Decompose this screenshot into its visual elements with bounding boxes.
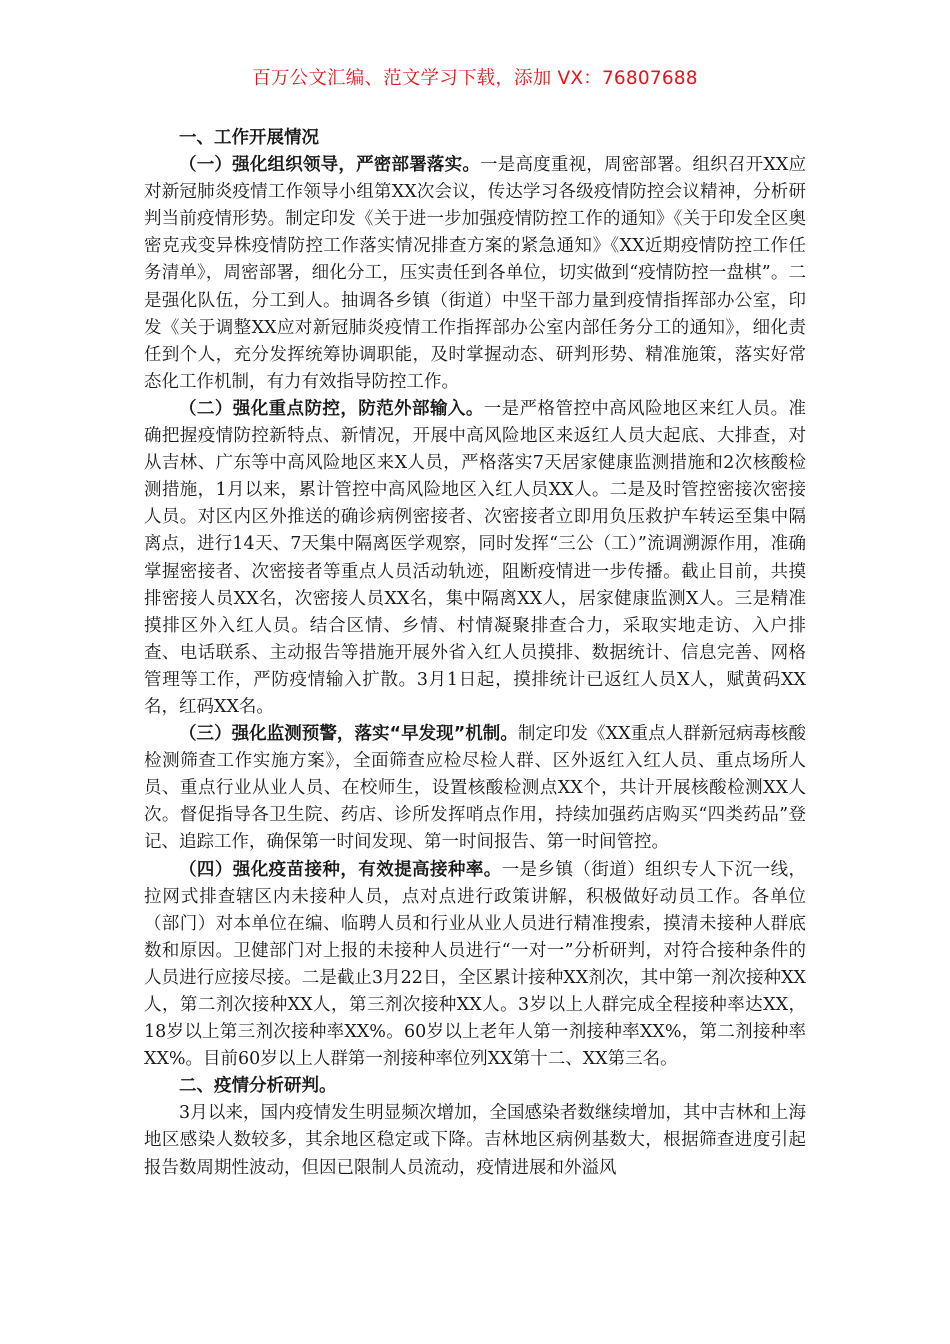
paragraph-key-prevention bbox=[144, 396, 806, 721]
paragraph-lead: （三）强化监测预警，落实“早发现”机制。 bbox=[179, 724, 518, 745]
paragraph-epidemic-analysis: 3月以来，国内疫情发生明显频次增加，全国感染者数继续增加，其中吉林和上海地区感染人数较多，其余地区稳定或下降。吉林地区病例基数大，根据筛查进度引起报告数周期性波动，但因已限制人员流动，疫情进展和外溢风 bbox=[144, 1103, 806, 1178]
section-heading-epidemic-analysis: 二、疫情分析研判。 bbox=[179, 1076, 337, 1097]
paragraph-body: 一是严格管控中高风险地区来红人员。准确把握疫情防控新特点、新情况，开展中高风险地区来返红人员大起底、大排查，对从吉林、广东等中高风险地区来X人员，严格落实7天居家健康监测措施和2次核酸检测措施，1月以来，累计管控中高风险地区入红人员XX人。二是及时管控密接次密接人员。对区内区外推送的确诊病例密接者、次密接者立即用负压救护车转运至集中隔离点，进行14天、7天集中隔离医学观察，同时发挥“三公（工）”流调溯源作用，准确掌握密接者、次密接者等重点人员活动轨迹，阻断疫情进一步传播。截止目前，共摸排密接人员XX名，次密接人员XX名，集中隔离XX人，居家健康监测X人。三是精准摸排区外入红人员。结合区情、乡情、村情凝聚排查合力，采取实地走访、入户排查、电话联系、主动报告等措施开展外省入红人员摸排、数据统计、信息完善、网格管理等工作，严防疫情输入扩散。3月1日起，摸排统计已返红人员X人，赋黄码XX名，红码XX名。 bbox=[144, 398, 806, 717]
paragraph-body: 一是高度重视，周密部署。组织召开XX应对新冠肺炎疫情工作领导小组第XX次会议，传达学习各级疫情防控会议精神，分析研判当前疫情形势。制定印发《关于进一步加强疫情防控工作的通知》《关于印发全区奥密克戎变异株疫情防控工作落实情况排查方案的紧急通知》《XX近期疫情防控工作任务清单》，周密部署，细化分工，压实责任到各单位，切实做到“疫情防控一盘棋”。二是强化队伍，分工到人。抽调各乡镇（街道）中坚干部力量到疫情指挥部办公室，印发《关于调整XX应对新冠肺炎疫情工作指挥部办公室内部任务分工的通知》，细化责任到个人，充分发挥统筹协调职能，及时掌握动态、研判形势、精准施策，落实好常态化工作机制，有力有效指导防控工作。 bbox=[144, 155, 807, 392]
paragraph-body: 制定印发《XX重点人群新冠病毒核酸检测筛查工作实施方案》，全面筛查应检尽检人群、区外返红入红人员、重点场所人员、重点行业从业人员、在校师生，设置核酸检测点XX个，共计开展核酸检测XX人次。督促指导各卫生院、药店、诊所发挥哨点作用，持续加强药店购买“四类药品”登记、追踪工作，确保第一时间发现、第一时间报告、第一时间管控。 bbox=[144, 724, 806, 853]
promo-banner: 百万公文汇编、范文学习下载，添加 VX：76807688 bbox=[252, 68, 698, 89]
section-heading-work-progress: 一、工作开展情况 bbox=[179, 128, 319, 148]
paragraph-lead: （一）强化组织领导，严密部署落实。 bbox=[179, 155, 481, 176]
paragraph-organization-leadership bbox=[144, 152, 806, 396]
document-body bbox=[144, 125, 806, 1182]
paragraph-monitoring-warning bbox=[144, 721, 806, 856]
paragraph-body: 一是乡镇（街道）组织专人下沉一线，拉网式排查辖区内未接种人员，点对点进行政策讲解，积极做好动员工作。各单位（部门）对本单位在编、临聘人员和行业从业人员进行精准搜索，摸清未接种人群底数和原因。卫健部门对上报的未接种人员进行“一对一”分析研判，对符合接种条件的人员进行应接尽接。二是截止3月22日，全区累计接种XX剂次，其中第一剂次接种XX人，第二剂次接种XX人，第三剂次接种XX人。3岁以上人群完成全程接种率达XX，18岁以上第三剂次接种率XX%。60岁以上老年人第一剂接种率XX%，第二剂接种率XX%。目前60岁以上人群第一剂接种率位列XX第十二、XX第三名。 bbox=[144, 859, 807, 1070]
paragraph-vaccination bbox=[144, 857, 806, 1074]
paragraph-lead: （四）强化疫苗接种，有效提高接种率。 bbox=[179, 859, 502, 880]
paragraph-lead: （二）强化重点防控，防范外部输入。 bbox=[179, 398, 484, 419]
